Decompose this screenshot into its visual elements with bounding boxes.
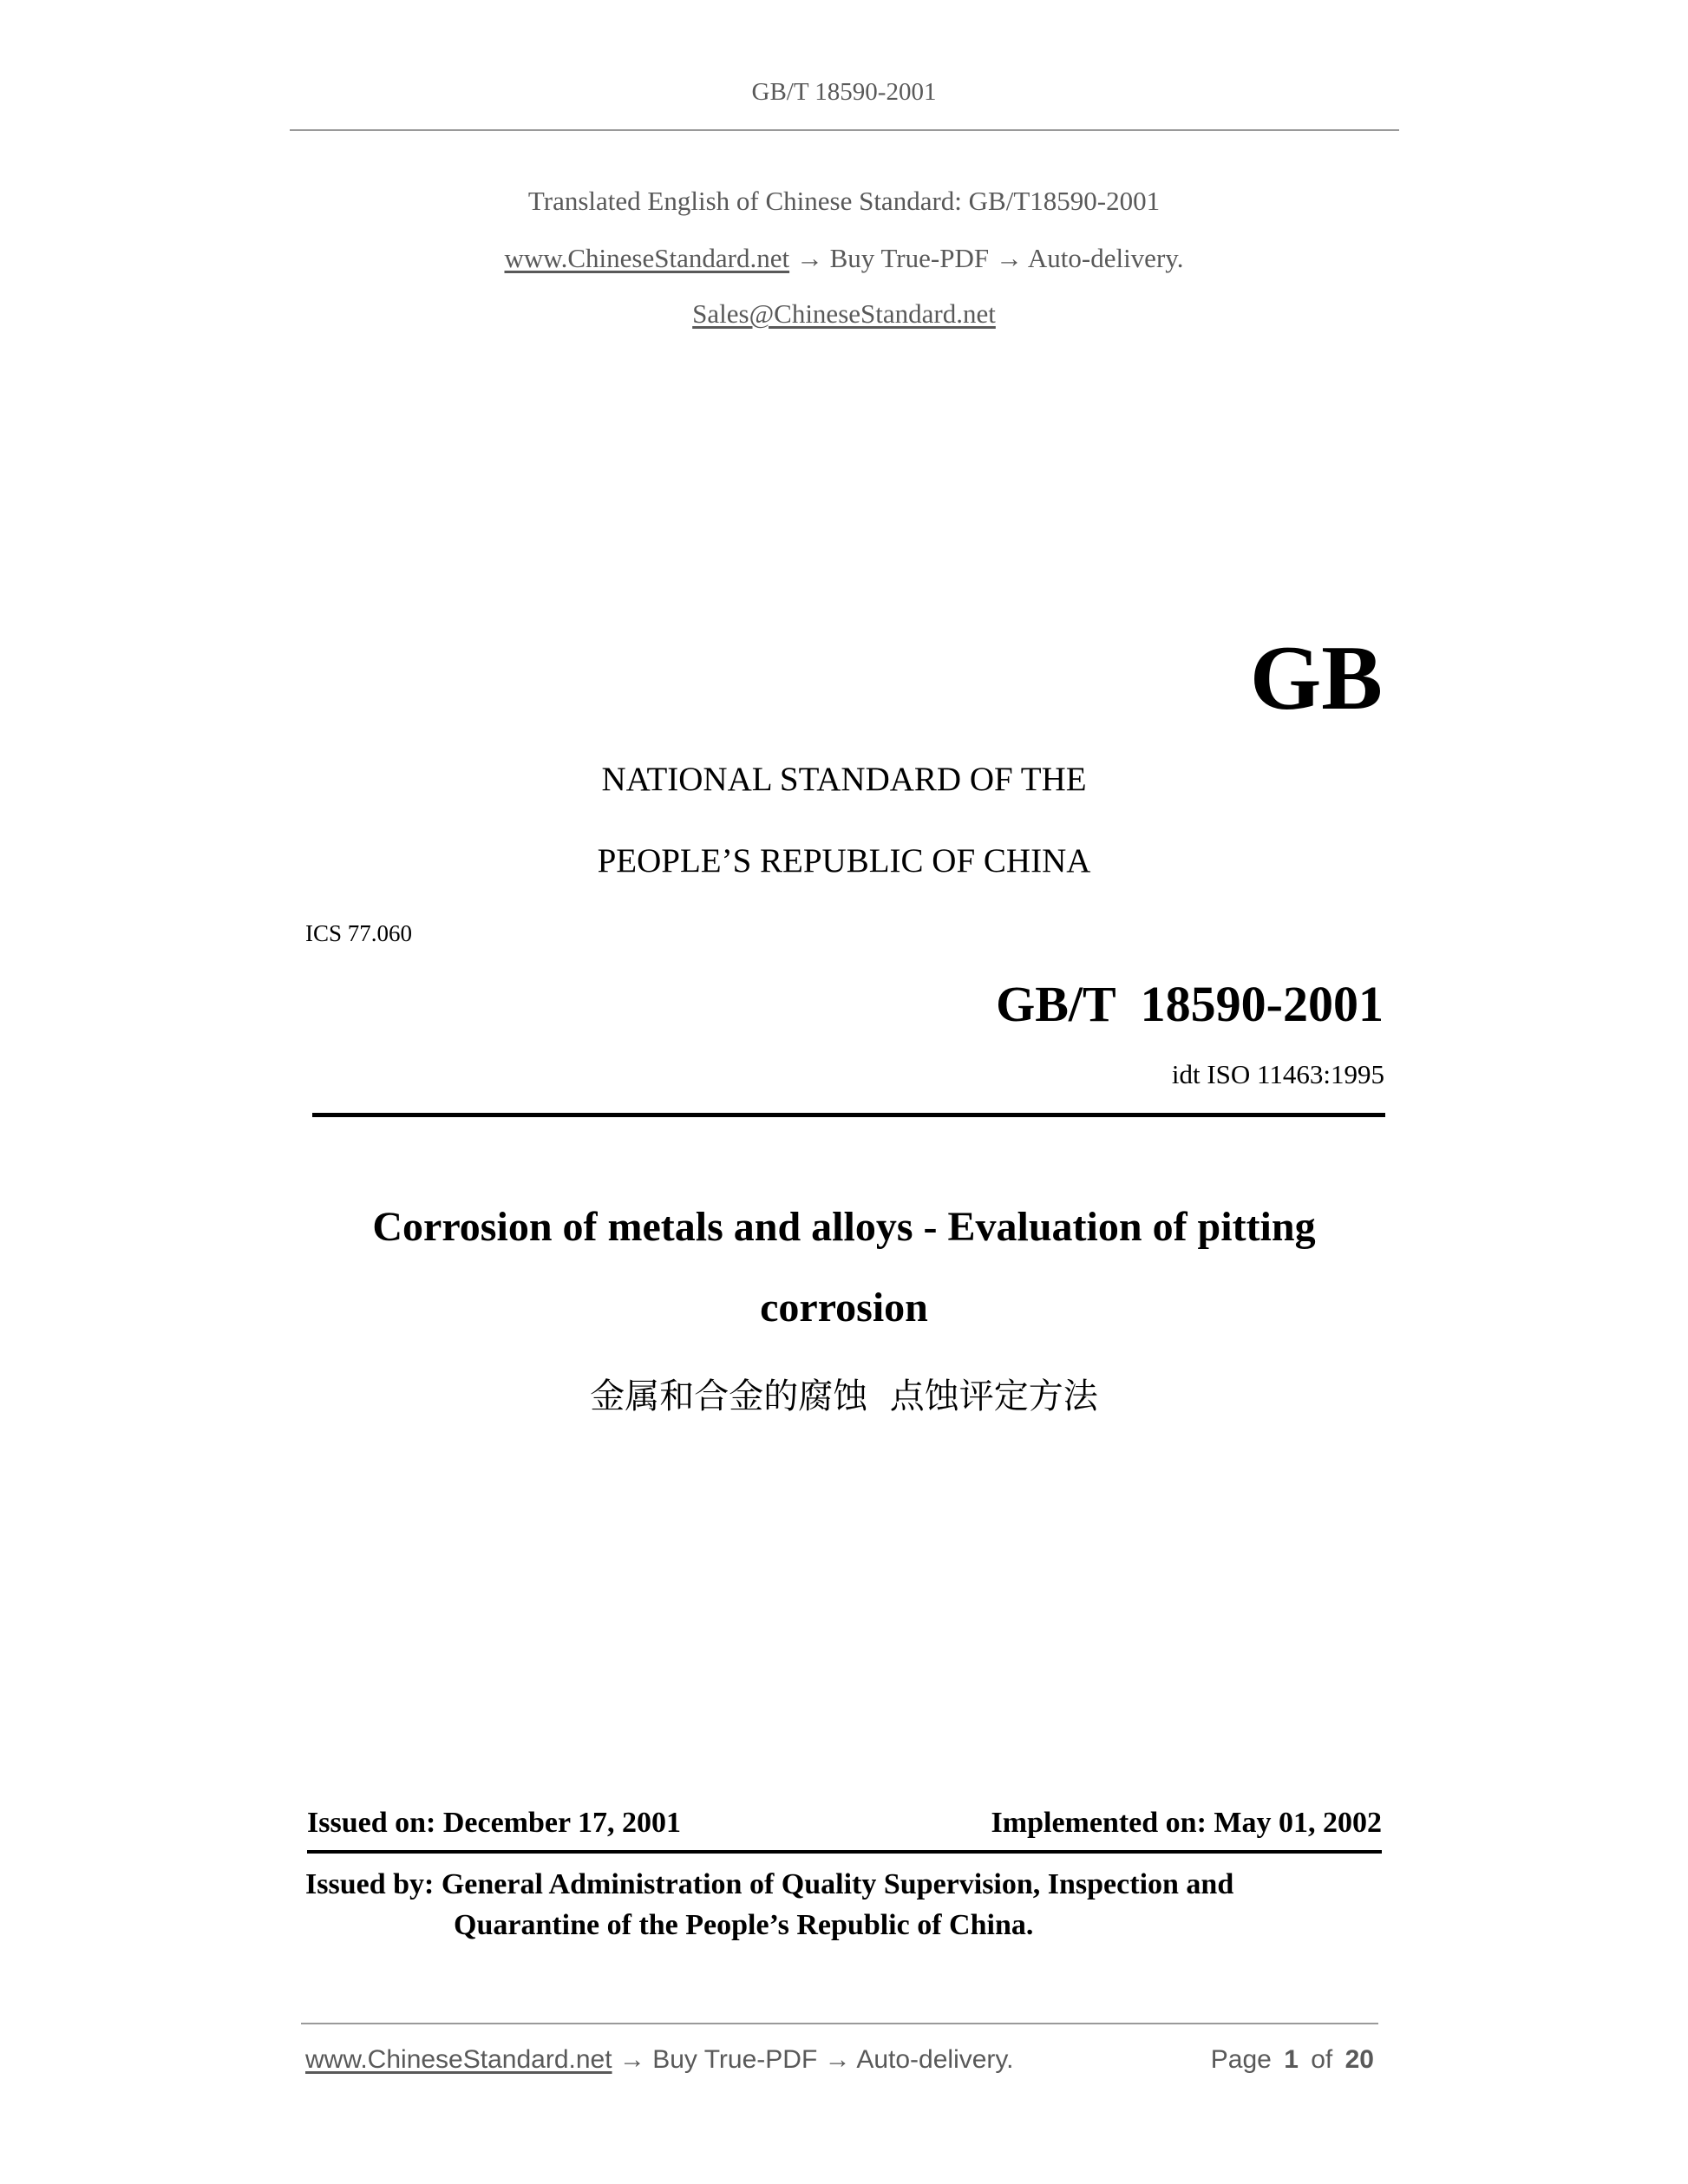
issued-by-line1: Issued by: General Administration of Quality Supervision, Inspection and: [305, 1868, 1234, 1900]
footer-purchase-notice: [305, 2045, 1014, 2075]
arrow-right-icon: →: [618, 2045, 645, 2074]
running-header-title: GB/T 18590-2001: [751, 78, 937, 106]
footer-site-link[interactable]: www.ChineseStandard.net: [305, 2045, 612, 2074]
footer-buy-text: Buy True-PDF: [652, 2045, 818, 2074]
national-standard-line2: PEOPLE’S REPUBLIC OF CHINA: [597, 842, 1091, 879]
document-title-line2: corrosion: [760, 1285, 928, 1331]
gb-mark: GB: [1249, 627, 1383, 729]
issued-on-date: Issued on: December 17, 2001: [307, 1807, 681, 1839]
document-title-chinese: 金属和合金的腐蚀 点蚀评定方法: [590, 1376, 1098, 1416]
page-indicator: [1211, 2045, 1374, 2075]
site-link[interactable]: www.ChineseStandard.net: [504, 243, 790, 273]
email-link[interactable]: Sales@ChineseStandard.net: [692, 298, 996, 329]
delivery-text: Auto-delivery.: [1027, 243, 1184, 273]
title-divider: [312, 1113, 1385, 1117]
national-standard-line1: NATIONAL STANDARD OF THE: [601, 761, 1087, 798]
purchase-notice: [0, 243, 1688, 274]
page-label: Page: [1210, 2045, 1272, 2074]
issued-by-line2: Quarantine of the People’s Republic of China.: [454, 1909, 1034, 1941]
buy-text: Buy True-PDF: [829, 243, 990, 273]
ics-code: ICS 77.060: [305, 920, 413, 946]
iso-equivalence: idt ISO 11463:1995: [1171, 1059, 1384, 1089]
header-divider: [290, 129, 1399, 131]
standard-number: GB/T 18590-2001: [996, 976, 1384, 1032]
translated-notice: Translated English of Chinese Standard: GB/T18590-2001: [527, 186, 1161, 216]
issue-divider: [307, 1850, 1382, 1854]
arrow-right-icon: →: [795, 243, 823, 273]
document-title-line1: Corrosion of metals and alloys - Evaluation of pitting: [372, 1204, 1316, 1250]
of-label: of: [1311, 2045, 1333, 2074]
email-line: [0, 298, 1688, 330]
page-number: 1: [1284, 2045, 1299, 2074]
footer-divider: [301, 2023, 1378, 2024]
footer-delivery-text: Auto-delivery.: [856, 2045, 1014, 2074]
arrow-right-icon: →: [995, 243, 1023, 273]
implemented-on-date: Implemented on: May 01, 2002: [991, 1807, 1382, 1839]
arrow-right-icon: →: [824, 2045, 851, 2074]
page-total: 20: [1345, 2045, 1374, 2074]
